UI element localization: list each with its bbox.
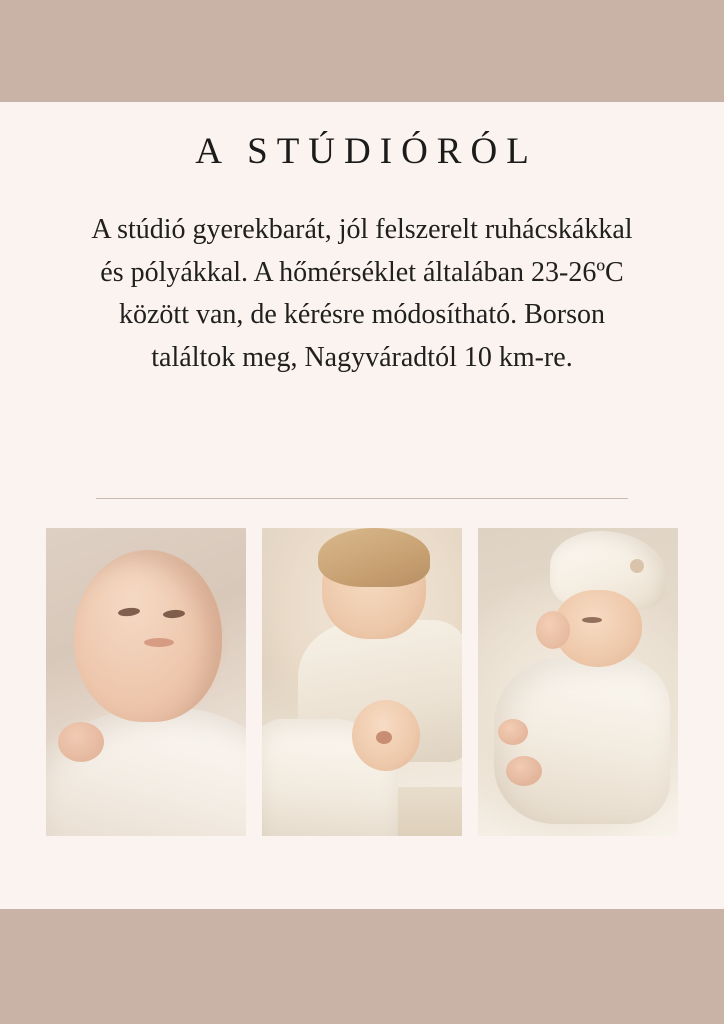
- baby-head-shape: [74, 550, 222, 722]
- baby-leg-shape: [506, 756, 542, 786]
- gallery-photo-newborn-closeup: [46, 528, 246, 836]
- boy-hair-shape: [318, 528, 430, 587]
- page-title: A STÚDIÓRÓL: [195, 131, 538, 172]
- photo-gallery: [46, 528, 678, 836]
- baby-foot-shape: [498, 719, 528, 745]
- section-divider: [96, 498, 628, 499]
- top-color-band: [0, 0, 724, 102]
- baby-left-eye-shape: [118, 607, 141, 617]
- baby-mouth-shape: [144, 638, 174, 647]
- baby-right-eye-shape: [163, 609, 186, 619]
- hat-button-shape: [630, 559, 644, 573]
- content-card: [0, 102, 724, 909]
- gallery-photo-sibling-kiss: [262, 528, 462, 836]
- studio-description: A stúdió gyerekbarát, jól felszerelt ruhácskákkal és pólyákkal. A hőmérséklet általában 23-26ºC között van, de kérésre módosítható. Borson találtok meg, Nagyváradtól 10 km-re.: [91, 214, 633, 373]
- baby-hand-shape: [58, 722, 104, 762]
- gallery-photo-baby-with-hat: [478, 528, 678, 836]
- baby-hand-shape: [536, 611, 570, 649]
- bottom-color-band: [0, 909, 724, 1024]
